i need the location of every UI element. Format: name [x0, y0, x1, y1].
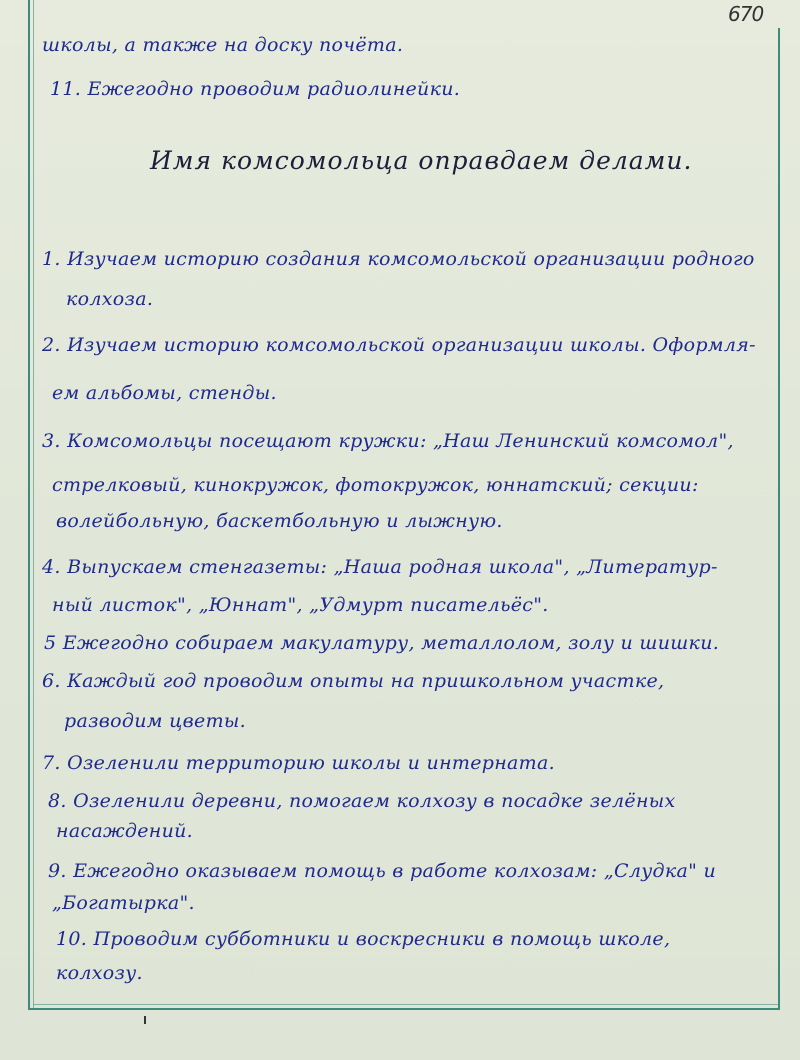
list-item: 8. Озеленили деревни, помогаем колхозу в посадке зелёных: [48, 790, 676, 812]
text-line: школы, а также на доску почёта.: [42, 34, 404, 56]
list-item: 10. Проводим субботники и воскресники в помощь школе,: [56, 928, 671, 950]
page-border-left-inner: [33, 0, 34, 1008]
list-item-continuation: стрелковый, кинокружок, фотокружок, юннатский; секции:: [52, 474, 699, 496]
list-item: 9. Ежегодно оказываем помощь в работе колхозам: „Слудка" и: [48, 860, 717, 882]
list-item: 4. Выпускаем стенгазеты: „Наша родная школа", „Литератур-: [42, 556, 718, 578]
page-border-left: [28, 0, 30, 1010]
list-item: 3. Комсомольцы посещают кружки: „Наш Ленинский комсомол",: [42, 430, 734, 452]
page-title: Имя комсомольца оправдаем делами.: [150, 146, 693, 175]
list-item-continuation: „Богатырка".: [52, 892, 195, 914]
list-item: 5 Ежегодно собираем макулатуру, металлолом, золу и шишки.: [44, 632, 720, 654]
list-item-continuation: разводим цветы.: [64, 710, 247, 732]
list-item-continuation: ем альбомы, стенды.: [52, 382, 277, 404]
page-border-bottom-inner: [33, 1004, 778, 1005]
list-item: 7. Озеленили территорию школы и интерната.: [42, 752, 555, 774]
list-item-continuation: колхозу.: [56, 962, 143, 984]
list-item: 1. Изучаем историю создания комсомольской организации родного: [42, 248, 755, 270]
page-number: 670: [728, 2, 764, 26]
list-item: 6. Каждый год проводим опыты на пришкольном участке,: [42, 670, 665, 692]
list-item-continuation: волейбольную, баскетбольную и лыжную.: [56, 510, 503, 532]
margin-tick-mark: [144, 1016, 146, 1024]
list-item-continuation: ный листок", „Юннат", „Удмурт писательёс".: [52, 594, 549, 616]
list-item: 2. Изучаем историю комсомольской организации школы. Оформля-: [42, 334, 756, 356]
page-border-bottom: [28, 1008, 780, 1010]
list-item-continuation: колхоза.: [66, 288, 154, 310]
text-line: 11. Ежегодно проводим радиолинейки.: [50, 78, 461, 100]
list-item-continuation: насаждений.: [56, 820, 194, 842]
